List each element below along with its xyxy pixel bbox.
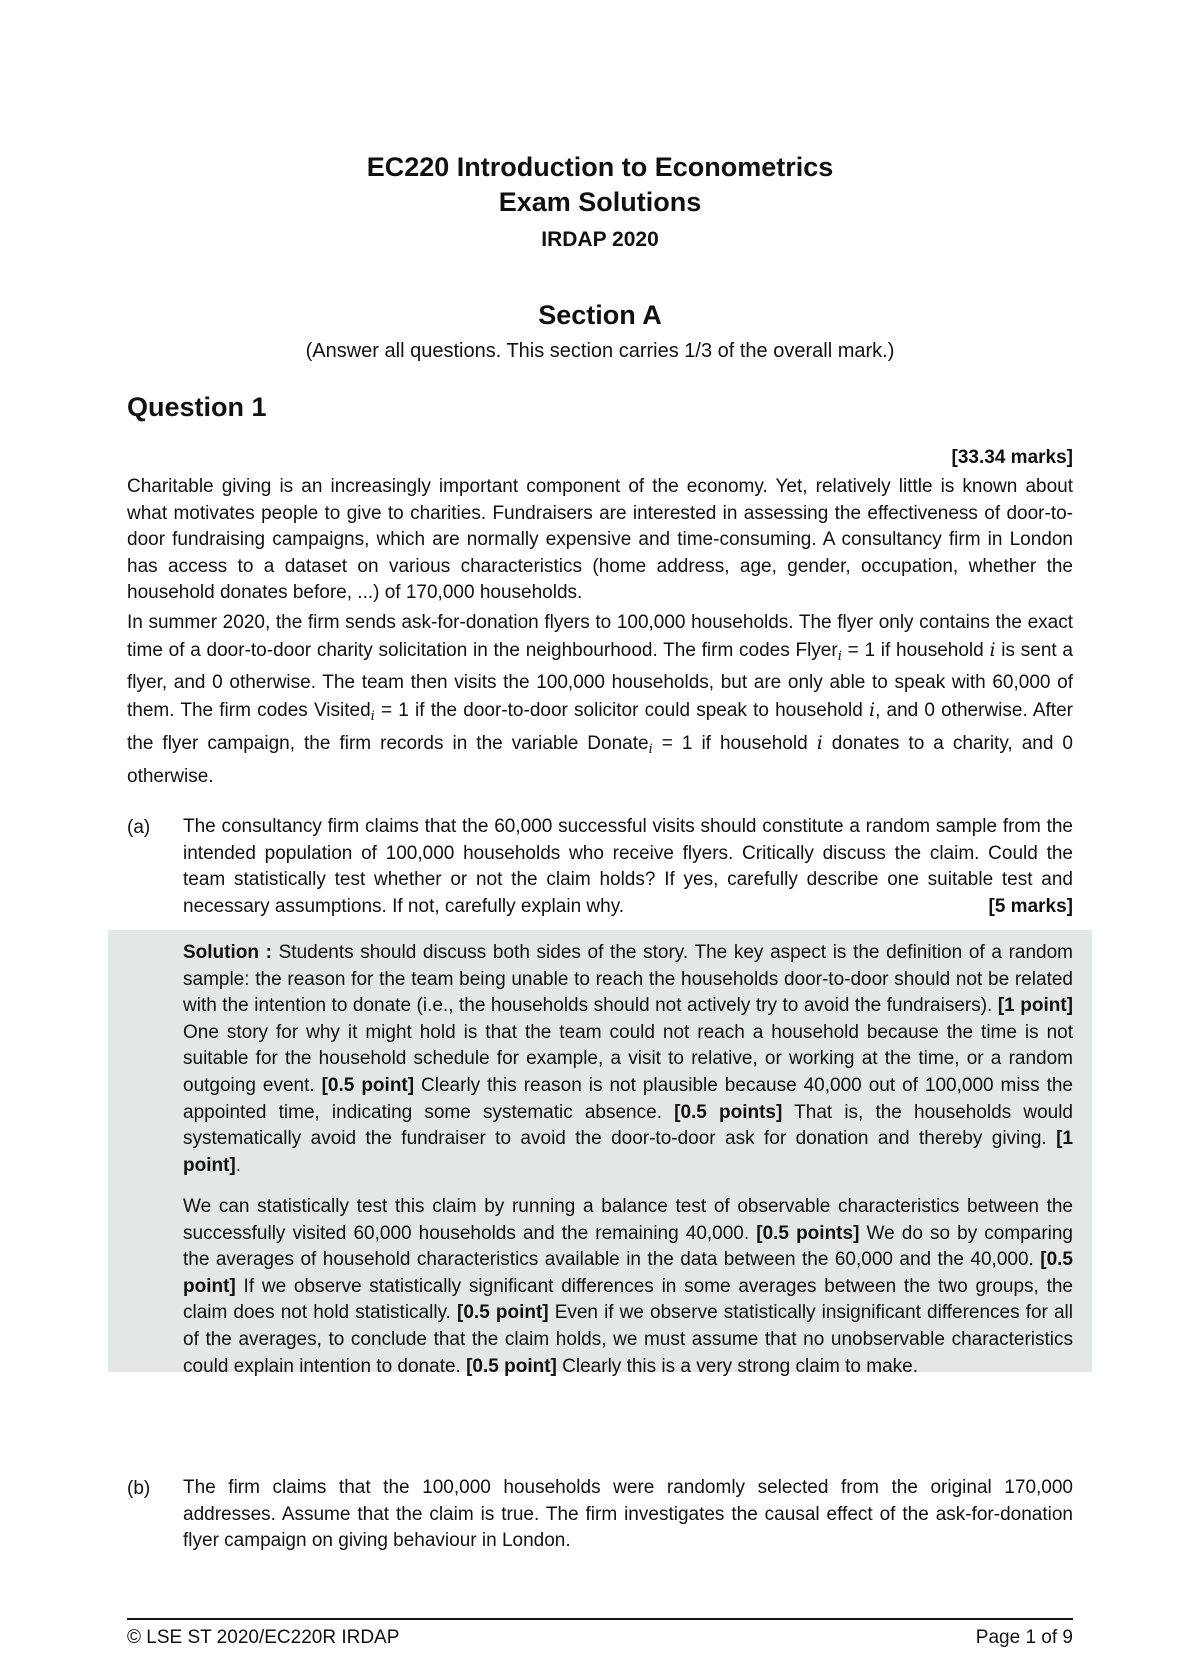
section-note: (Answer all questions. This section carries 1/3 of the overall mark.) bbox=[305, 340, 895, 362]
point-tag: [1 point] bbox=[183, 1128, 1073, 1176]
point-tag: [0.5 points] bbox=[674, 1101, 783, 1123]
subscript-i: i bbox=[648, 742, 653, 758]
point-tag: [0.5 points] bbox=[756, 1222, 860, 1244]
question-marks: [33.34 marks] bbox=[951, 447, 1073, 468]
solution-paragraph-1: Solution : Students should discuss both sides of the story. The key aspect is the definition of a random sample: the reason for the team being unable to reach the households door-to-door should not be related with the intention to donate (i.e., the households should not actively try to avoid the fundraisers). [1 point] One story for why it might hold is that the team could not reach a household because the time is not suitable for the household schedule for example, a visit to relative, or working at the time, or a random outgoing event. [0.5 point] Clearly this reason is not plausible because 40,000 out of 100,000 miss the appointed time, indicating some systematic absence. [0.5 points] That is, the households would systematically avoid the fundraiser to avoid the door-to-door ask for donation and thereby giving. [1 point]. bbox=[183, 942, 1074, 1176]
variable-i: i bbox=[816, 732, 823, 755]
point-tag: [1 point] bbox=[997, 995, 1073, 1017]
footer-copyright: © LSE ST 2020/EC220R IRDAP bbox=[127, 1627, 400, 1648]
part-b-label: (b) bbox=[127, 1478, 151, 1499]
part-a-label: (a) bbox=[127, 817, 151, 838]
point-tag: [0.5 point] bbox=[457, 1302, 549, 1324]
variable-i: i bbox=[989, 638, 996, 661]
document-subtitle: Exam Solutions bbox=[498, 187, 702, 217]
solution-paragraph-2: We can statistically test this claim by running a balance test of observable characteristics between the successfully visited 60,000 households and the remaining 40,000. [0.5 points] We do so by comparing the averages of household characteristics available in the data between the 60,000 and the 40,000. [0.5 point] If we observe statistically significant differences in some averages between the two groups, the claim does not hold statistically. [0.5 point] Even if we observe statistically insignificant differences for all of the averages, to conclude that the claim holds, we must assume that no unobservable characteristics could explain intention to donate. [0.5 point] Clearly this is a very strong claim to make. bbox=[183, 1196, 1073, 1377]
question-intro-paragraph-2: In summer 2020, the firm sends ask-for-donation flyers to 100,000 households. The flyer only contains the exact time of a door-to-door charity solicitation in the neighbourhood. The firm codes Flyer$_i$ = 1 if household i is sent a flyer, and 0 otherwise. The team then visits the 100,000 households, but are only able to speak with 60,000 of them. The firm codes Visited$_i$ = 1 if the door-to-door solicitor could speak to household i, and 0 otherwise. After the flyer campaign, the firm records in the variable Donate$_i$ = 1 if household i donates to a charity, and 0 otherwise. bbox=[127, 612, 1073, 787]
part-b-text: The firm claims that the 100,000 households were randomly selected from the original 170,000 addresses. Assume that the claim is true. The firm investigates the causal effect of the ask-for-donation flyer campaign on giving behaviour in London. bbox=[183, 1477, 1073, 1552]
section-title: Section A bbox=[538, 300, 662, 330]
document-term: IRDAP 2020 bbox=[541, 228, 659, 251]
question-title: Question 1 bbox=[127, 392, 267, 422]
subscript-i: i bbox=[370, 708, 375, 724]
point-tag: [0.5 point] bbox=[321, 1074, 415, 1096]
question-intro-paragraph-1: Charitable giving is an increasingly important component of the economy. Yet, relatively little is known about what motivates people to give to charities. Fundraisers are interested in assessing the effectiveness of door-to-door fundraising campaigns, which are normally expensive and time-consuming. A consultancy firm in London has access to a dataset on various characteristics (home address, age, gender, occupation, whether the household donates before, ...) of 170,000 households. bbox=[127, 476, 1073, 604]
footer-rule bbox=[127, 1618, 1073, 1620]
variable-i: i bbox=[868, 698, 876, 721]
subscript-i: i bbox=[837, 648, 842, 664]
document-title: EC220 Introduction to Econometrics bbox=[366, 152, 834, 182]
part-a-marks: [5 marks] bbox=[988, 895, 1073, 917]
solution-label: Solution : bbox=[183, 942, 272, 963]
part-a-text: The consultancy firm claims that the 60,000 successful visits should constitute a random sample from the intended population of 100,000 households who receive flyers. Critically discuss the claim. Could the team statistically test whether or not the claim holds? If yes, carefully describe one suitable test and necessary assumptions. If not, carefully explain why. [5 marks] bbox=[183, 814, 1073, 920]
point-tag: [0.5 point] bbox=[183, 1249, 1073, 1297]
page-number: Page 1 of 9 bbox=[975, 1627, 1073, 1648]
point-tag: [0.5 point] bbox=[466, 1355, 557, 1377]
